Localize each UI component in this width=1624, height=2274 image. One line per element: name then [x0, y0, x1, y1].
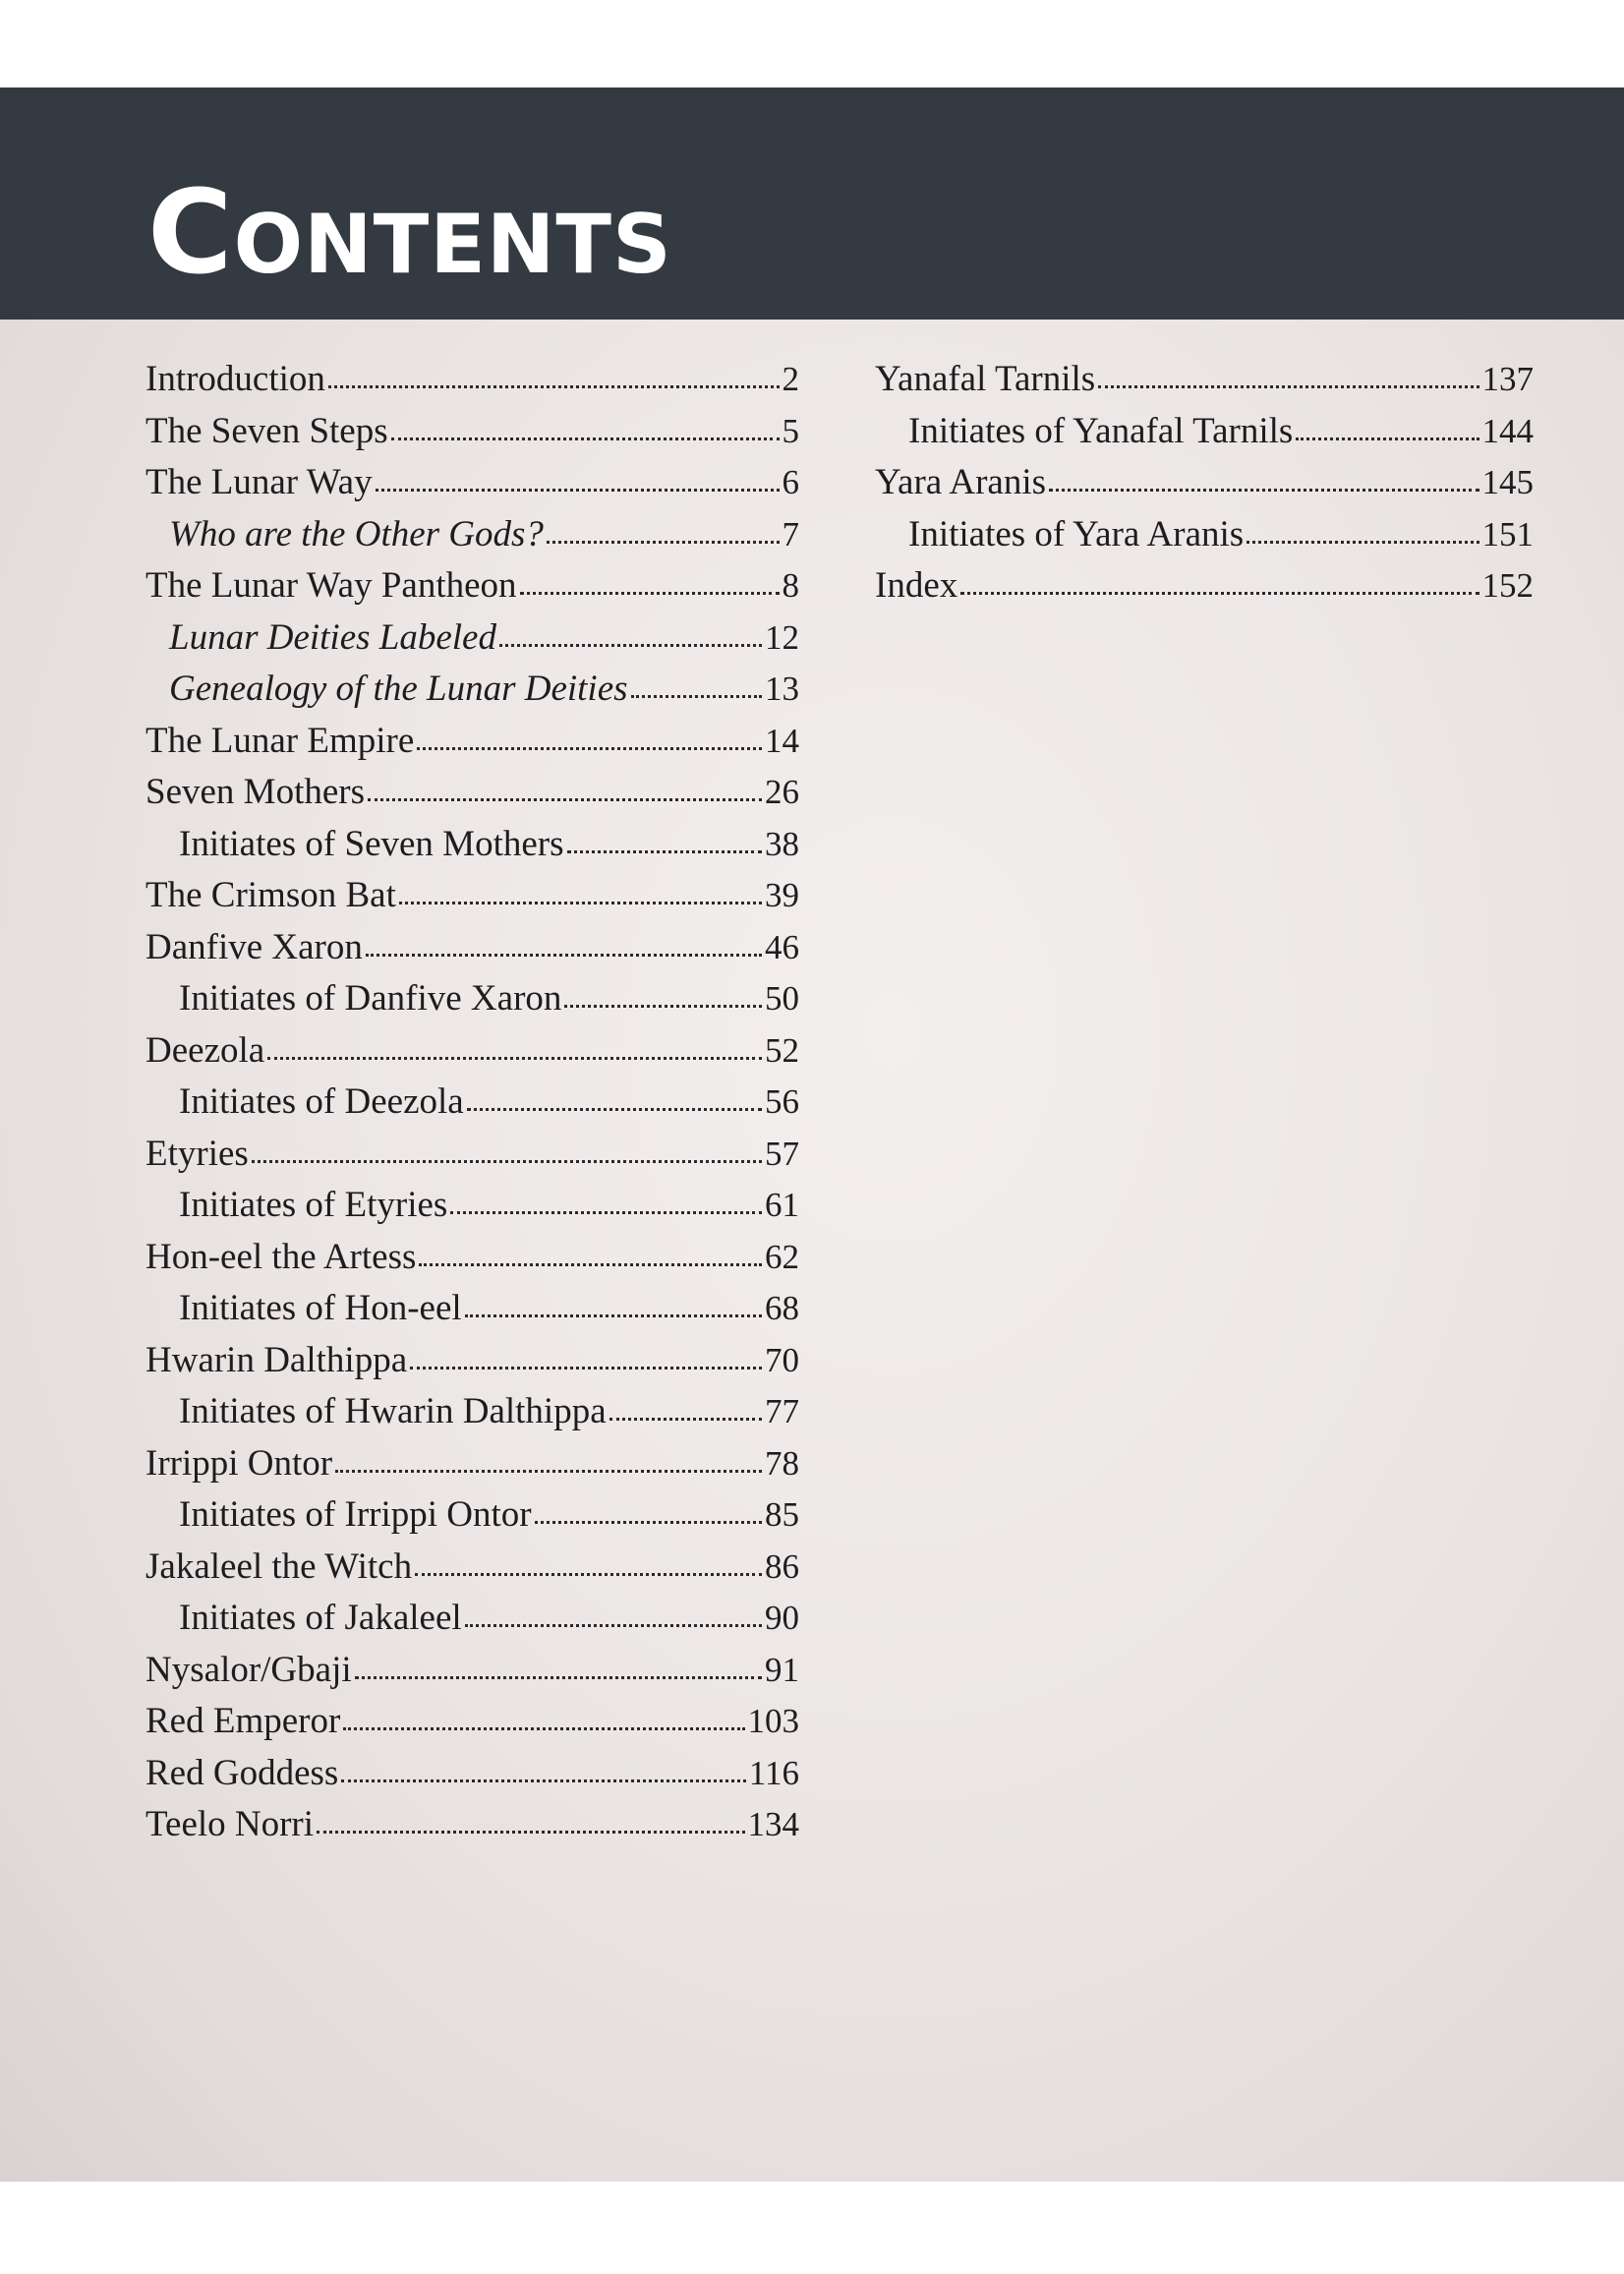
toc-entry[interactable] — [145, 870, 799, 922]
toc-page-number: 46 — [765, 927, 799, 966]
dot-leader — [631, 695, 762, 698]
toc-entry-title: The Seven Steps — [145, 410, 388, 451]
toc-entry[interactable] — [875, 354, 1534, 406]
toc-page-number: 116 — [748, 1753, 799, 1792]
toc-column-right — [875, 354, 1534, 612]
toc-entry-title: Lunar Deities Labeled — [169, 616, 496, 658]
toc-entry-title: Initiates of Hon-eel — [179, 1288, 462, 1328]
toc-page-number: 134 — [747, 1805, 799, 1843]
toc-entry-title: Introduction — [145, 359, 325, 399]
toc-entry[interactable] — [145, 1335, 799, 1387]
dot-leader — [415, 1573, 762, 1576]
toc-entry-title: Initiates of Danfive Xaron — [179, 978, 562, 1019]
toc-entry-title: Initiates of Etyries — [179, 1185, 448, 1225]
toc-entry-title: Deezola — [145, 1029, 265, 1071]
toc-page-number: 14 — [765, 721, 799, 760]
toc-entry[interactable] — [145, 1077, 799, 1129]
toc-entry[interactable] — [875, 509, 1534, 561]
toc-entry-title: Initiates of Seven Mothers — [179, 823, 564, 864]
toc-entry[interactable] — [145, 354, 799, 406]
toc-page-number: 38 — [765, 824, 799, 863]
toc-page-number: 85 — [765, 1495, 799, 1534]
dot-leader — [391, 437, 780, 440]
dot-leader — [252, 1160, 762, 1163]
toc-entry[interactable] — [145, 973, 799, 1025]
toc-entry[interactable] — [145, 1025, 799, 1078]
toc-entry[interactable] — [145, 1283, 799, 1335]
dot-leader — [499, 644, 762, 647]
toc-page-number: 61 — [765, 1186, 799, 1224]
toc-entry-title: The Lunar Way — [145, 462, 373, 502]
toc-entry[interactable] — [145, 457, 799, 509]
toc-entry-title: Red Emperor — [145, 1701, 341, 1741]
toc-entry[interactable] — [145, 1799, 799, 1851]
dot-leader — [567, 850, 763, 853]
toc-column-left — [145, 354, 799, 1851]
toc-page-number: 13 — [765, 670, 799, 708]
toc-page-number: 70 — [765, 1340, 799, 1379]
toc-page-number: 57 — [765, 1134, 799, 1173]
dot-leader — [410, 1367, 762, 1370]
toc-page-number: 5 — [782, 411, 799, 450]
toc-entry[interactable] — [145, 1696, 799, 1748]
header-band — [0, 87, 1624, 320]
toc-entry[interactable] — [145, 612, 799, 665]
toc-entry[interactable] — [145, 819, 799, 871]
toc-page-number: 144 — [1481, 411, 1534, 450]
toc-entry-title: Initiates of Deezola — [179, 1081, 464, 1122]
dot-leader — [328, 385, 780, 388]
dot-leader — [267, 1057, 762, 1060]
toc-entry[interactable] — [145, 1129, 799, 1181]
toc-entry-title: Who are the Other Gods? — [169, 513, 544, 554]
dot-leader — [1049, 489, 1479, 492]
toc-page-number: 152 — [1481, 566, 1534, 605]
toc-page-number: 90 — [765, 1599, 799, 1637]
toc-entry-title: Index — [875, 565, 958, 606]
toc-entry[interactable] — [145, 406, 799, 458]
toc-page-number: 12 — [765, 617, 799, 657]
toc-entry-title: Danfive Xaron — [145, 926, 363, 967]
contents-page — [0, 87, 1624, 2182]
toc-page-number: 39 — [765, 876, 799, 914]
dot-leader — [535, 1521, 762, 1524]
dot-leader — [564, 1005, 762, 1008]
toc-page-number: 7 — [782, 514, 799, 554]
dot-leader — [465, 1314, 762, 1317]
toc-entry-title: Initiates of Yanafal Tarnils — [908, 410, 1294, 451]
toc-entry-title: Hon-eel the Artess — [145, 1236, 417, 1277]
toc-entry[interactable] — [145, 1593, 799, 1645]
dot-leader — [467, 1108, 762, 1111]
toc-page-number: 6 — [782, 463, 799, 501]
dot-leader — [376, 489, 780, 492]
toc-entry[interactable] — [145, 1645, 799, 1697]
dot-leader — [417, 747, 762, 750]
dot-leader — [317, 1831, 744, 1834]
toc-page-number: 137 — [1481, 360, 1534, 398]
toc-entry[interactable] — [145, 560, 799, 612]
toc-entry-title: Nysalor/Gbaji — [145, 1649, 352, 1690]
toc-entry-title: The Lunar Empire — [145, 720, 415, 761]
toc-entry[interactable] — [875, 457, 1534, 509]
toc-entry-title: Red Goddess — [145, 1752, 339, 1793]
toc-page-number: 8 — [782, 566, 799, 605]
toc-entry[interactable] — [145, 1748, 799, 1800]
toc-page-number: 78 — [765, 1443, 799, 1483]
toc-page-number: 2 — [782, 360, 799, 398]
toc-page-number: 86 — [765, 1546, 799, 1586]
toc-entry[interactable] — [145, 1542, 799, 1594]
dot-leader — [520, 592, 780, 595]
toc-entry-title: Irrippi Ontor — [145, 1442, 333, 1484]
toc-entry[interactable] — [145, 767, 799, 819]
toc-entry[interactable] — [145, 509, 799, 561]
dot-leader — [355, 1676, 762, 1679]
toc-entry[interactable] — [145, 1386, 799, 1438]
toc-page-number: 50 — [765, 979, 799, 1018]
toc-entry[interactable] — [145, 1489, 799, 1542]
toc-entry-title: Hwarin Dalthippa — [145, 1339, 408, 1380]
dot-leader — [335, 1470, 762, 1473]
toc-entry[interactable] — [145, 1438, 799, 1490]
toc-entry-title: Initiates of Irrippi Ontor — [179, 1494, 532, 1535]
dot-leader — [399, 902, 762, 904]
dot-leader — [960, 592, 1479, 595]
toc-page-number: 56 — [765, 1082, 799, 1121]
dot-leader — [368, 798, 762, 801]
toc-entry-title: The Crimson Bat — [145, 875, 396, 915]
dot-leader — [547, 541, 780, 544]
toc-entry-title: Yara Aranis — [875, 462, 1047, 502]
toc-entry-title: Jakaleel the Witch — [145, 1545, 413, 1587]
toc-page-number: 77 — [765, 1392, 799, 1430]
dot-leader — [465, 1624, 762, 1627]
toc-entry-title: Seven Mothers — [145, 772, 365, 812]
toc-page-number: 52 — [765, 1030, 799, 1070]
toc-entry[interactable] — [145, 1232, 799, 1284]
dot-leader — [341, 1779, 746, 1782]
toc-entry-title: Yanafal Tarnils — [875, 359, 1096, 399]
dot-leader — [1247, 541, 1479, 544]
toc-entry-title: Initiates of Yara Aranis — [908, 513, 1245, 554]
dot-leader — [366, 954, 762, 957]
toc-entry[interactable] — [145, 922, 799, 974]
dot-leader — [609, 1418, 762, 1421]
toc-page-number: 91 — [765, 1650, 799, 1689]
dot-leader — [450, 1211, 762, 1214]
toc-page-number: 68 — [765, 1289, 799, 1327]
page-title: Contents — [147, 164, 672, 300]
toc-page-number: 62 — [765, 1237, 799, 1276]
dot-leader — [1296, 437, 1479, 440]
toc-entry[interactable] — [875, 560, 1534, 612]
dot-leader — [1098, 385, 1479, 388]
toc-entry-title: Etyries — [145, 1133, 249, 1174]
toc-entry[interactable] — [875, 406, 1534, 458]
toc-page-number: 26 — [765, 773, 799, 811]
toc-page-number: 145 — [1481, 463, 1534, 501]
toc-page-number: 103 — [747, 1702, 799, 1740]
toc-page-number: 151 — [1481, 514, 1534, 554]
toc-entry[interactable] — [145, 1180, 799, 1232]
toc-entry[interactable] — [145, 664, 799, 716]
toc-entry-title: Teelo Norri — [145, 1804, 315, 1844]
toc-entry-title: Initiates of Hwarin Dalthippa — [179, 1391, 607, 1431]
toc-entry-title: Genealogy of the Lunar Deities — [169, 669, 628, 709]
toc-entry[interactable] — [145, 716, 799, 768]
dot-leader — [419, 1263, 762, 1266]
dot-leader — [343, 1727, 744, 1730]
toc-entry-title: Initiates of Jakaleel — [179, 1598, 462, 1638]
toc-entry-title: The Lunar Way Pantheon — [145, 565, 517, 606]
